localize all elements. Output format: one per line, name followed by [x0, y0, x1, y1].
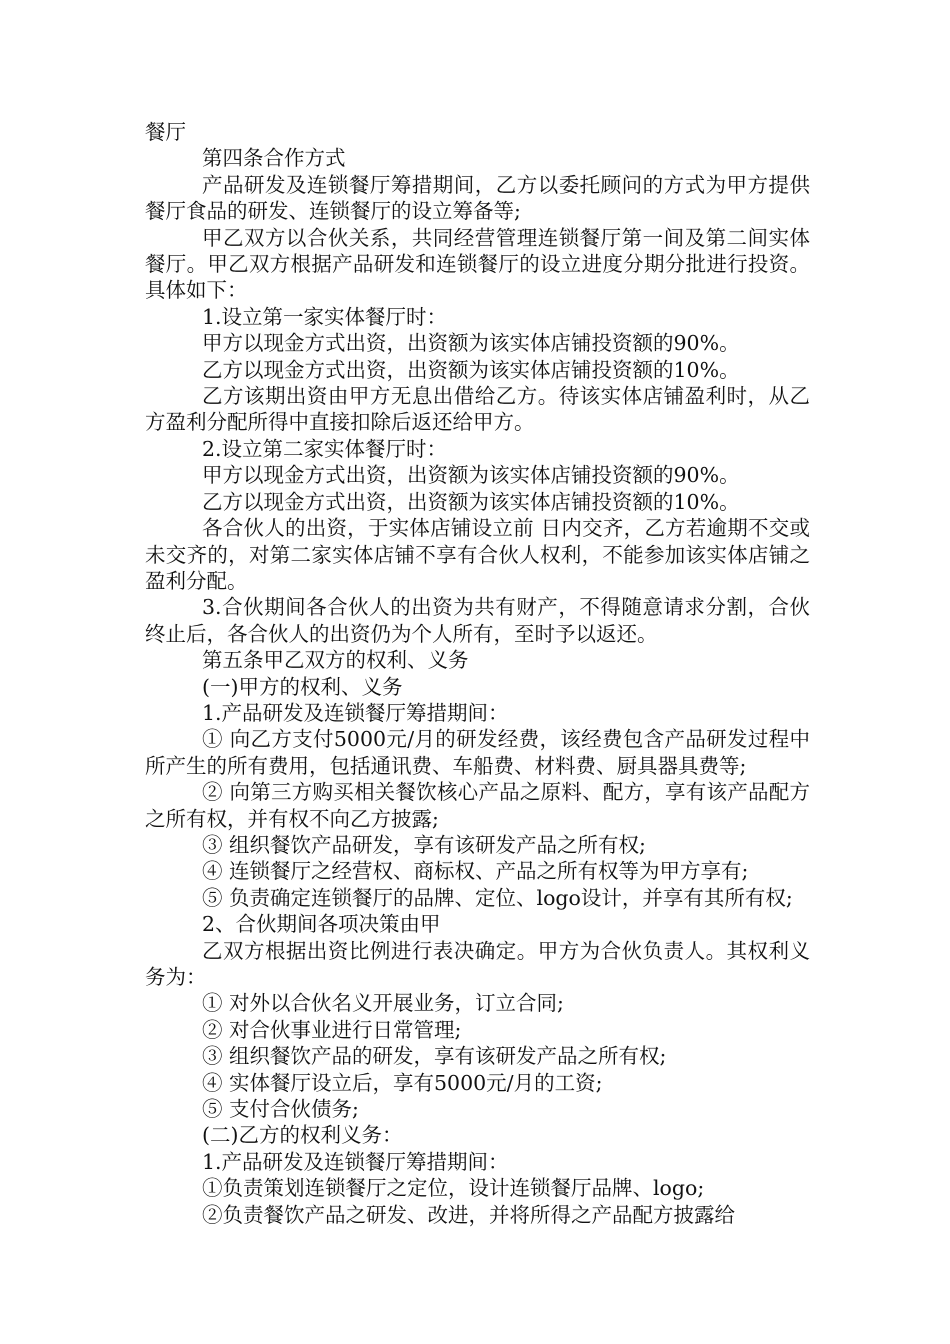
- paragraph: (二)乙方的权利义务：: [202, 1123, 403, 1148]
- paragraph: 乙方以现金方式出资，出资额为该实体店铺投资额的10%。: [202, 357, 740, 382]
- paragraph: ⑤ 支付合伙债务;: [202, 1097, 359, 1122]
- paragraph: 1.产品研发及连锁餐厅筹措期间：: [202, 1149, 509, 1174]
- paragraph: 产品研发及连锁餐厅筹措期间，乙方以委托顾问的方式为甲方提供餐厅食品的研发、连锁餐厅的设立筹备等;: [145, 172, 810, 224]
- paragraph: 乙方该期出资由甲方无息出借给乙方。待该实体店铺盈利时，从乙方盈利分配所得中直接扣除后返还给甲方。: [145, 384, 810, 435]
- paragraph: 各合伙人的出资，于实体店铺设立前 日内交齐，乙方若逾期不交或未交齐的，对第二家实体店铺不享有合伙人权利，不能参加该实体店铺之盈利分配。: [145, 516, 810, 593]
- paragraph: 甲乙双方以合伙关系，共同经营管理连锁餐厅第一间及第二间实体餐厅。甲乙双方根据产品研发和连锁餐厅的设立进度分期分批进行投资。具体如下：: [145, 225, 810, 303]
- paragraph: 甲方以现金方式出资，出资额为该实体店铺投资额的90%。: [202, 331, 740, 356]
- paragraph: 第四条合作方式: [202, 146, 346, 171]
- paragraph: (一)甲方的权利、义务: [202, 674, 403, 699]
- paragraph: 1.产品研发及连锁餐厅筹措期间：: [202, 700, 509, 725]
- paragraph: ① 向乙方支付5000元/月的研发经费，该经费包含产品研发过程中所产生的所有费用，包括通讯费、车船费、材料费、厨具器具费等;: [145, 727, 810, 778]
- paragraph: ④ 实体餐厅设立后，享有5000元/月的工资;: [202, 1070, 603, 1095]
- paragraph: ②负责餐饮产品之研发、改进，并将所得之产品配方披露给: [202, 1202, 735, 1227]
- paragraph: ② 向第三方购买相关餐饮核心产品之原料、配方，享有该产品配方之所有权，并有权不向乙方披露;: [145, 780, 810, 831]
- paragraph: ④ 连锁餐厅之经营权、商标权、产品之所有权等为甲方享有;: [202, 859, 749, 884]
- paragraph: ③ 组织餐饮产品研发，享有该研发产品之所有权;: [202, 832, 646, 857]
- document-body: [145, 119, 810, 1228]
- paragraph: 第五条甲乙双方的权利、义务: [202, 648, 469, 673]
- paragraph: 3.合伙期间各合伙人的出资为共有财产，不得随意请求分割，合伙终止后，各合伙人的出资仍为个人所有，至时予以返还。: [145, 595, 810, 646]
- paragraph: 乙双方根据出资比例进行表决确定。甲方为合伙负责人。其权利义务为：: [145, 938, 810, 989]
- paragraph: ② 对合伙事业进行日常管理;: [202, 1017, 462, 1042]
- paragraph: ① 对外以合伙名义开展业务，订立合同;: [202, 991, 564, 1016]
- paragraph: 2.设立第二家实体餐厅时：: [202, 436, 448, 461]
- paragraph: 甲方以现金方式出资，出资额为该实体店铺投资额的90%。: [202, 463, 740, 488]
- paragraph: 2、合伙期间各项决策由甲: [202, 912, 441, 937]
- paragraph: 餐厅: [145, 120, 186, 144]
- paragraph: ①负责策划连锁餐厅之定位，设计连锁餐厅品牌、logo;: [202, 1176, 705, 1201]
- paragraph: 乙方以现金方式出资，出资额为该实体店铺投资额的10%。: [202, 489, 740, 514]
- paragraph: 1.设立第一家实体餐厅时：: [202, 304, 448, 329]
- paragraph: ⑤ 负责确定连锁餐厅的品牌、定位、logo设计，并享有其所有权;: [202, 885, 793, 910]
- paragraph: ③ 组织餐饮产品的研发，享有该研发产品之所有权;: [202, 1044, 667, 1069]
